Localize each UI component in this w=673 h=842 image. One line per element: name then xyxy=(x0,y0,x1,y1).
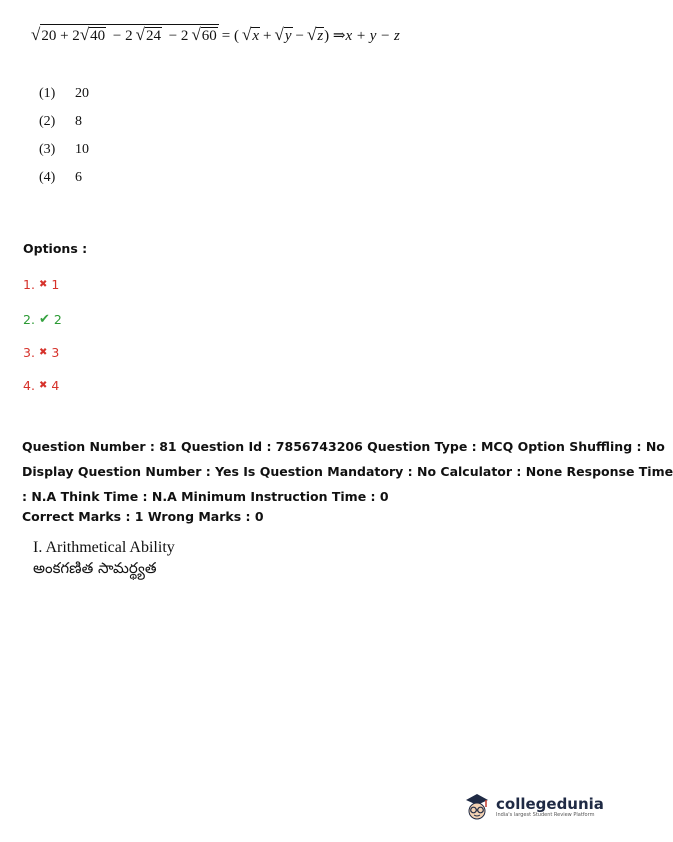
minus-sign: − xyxy=(295,28,304,44)
options-label: Options : xyxy=(23,241,88,256)
marks-info: Correct Marks : 1 Wrong Marks : 0 xyxy=(22,509,264,524)
target-expression: x + y − z xyxy=(345,28,400,44)
var-x: x xyxy=(252,28,260,44)
radicand-60: 60 xyxy=(201,28,217,44)
choice-item: (2) 8 xyxy=(39,114,82,129)
sqrt-outer: √ 20 + 2 √ 40 − 2 √ 24 − 2 √ 60 xyxy=(31,25,217,44)
choice-item: (1) 20 xyxy=(39,86,89,101)
option-2: 2. ✔ 2 xyxy=(23,312,62,327)
var-y: y xyxy=(284,28,292,44)
radicand-40: 40 xyxy=(90,28,106,44)
logo-name: collegedunia xyxy=(496,795,604,813)
answer-choices xyxy=(39,86,89,198)
collegedunia-logo xyxy=(462,790,604,824)
implies: ) ⇒ xyxy=(324,28,346,44)
option-4: 4. ✖ 4 xyxy=(23,378,60,393)
choice-item: (3) 10 xyxy=(39,142,89,157)
cross-icon: ✖ xyxy=(38,380,48,391)
radicand-part-1: 20 + 2 xyxy=(41,28,80,44)
check-icon: ✔ xyxy=(38,312,50,327)
section-heading xyxy=(33,538,175,578)
question-metadata xyxy=(22,434,673,509)
metadata-line-2: Display Question Number : Yes Is Question Mandatory : No Calculator : None Response Time xyxy=(22,464,673,479)
var-z: z xyxy=(317,28,324,44)
choice-item: (4) 6 xyxy=(39,170,82,185)
minus-term-2: − 2 xyxy=(168,28,189,44)
option-3: 3. ✖ 3 xyxy=(23,345,60,360)
mascot-icon xyxy=(462,790,492,824)
radicand-24: 24 xyxy=(145,28,161,44)
cross-icon: ✖ xyxy=(38,347,48,358)
section-title-telugu: అంకగణిత సామర్థ్యత xyxy=(33,559,157,577)
question-equation: √ 20 + 2 √ 40 − 2 √ 24 − 2 √ 60 = ( √ x + √ y − √ z ) ⇒ x + y − z xyxy=(31,25,400,44)
equals-open: = ( xyxy=(221,28,239,44)
plus-sign: + xyxy=(263,28,272,44)
minus-term-1: − 2 xyxy=(112,28,133,44)
section-title: I. Arithmetical Ability xyxy=(33,539,175,556)
logo-tagline: India's largest Student Review Platform xyxy=(496,812,595,818)
metadata-line-1: Question Number : 81 Question Id : 7856743206 Question Type : MCQ Option Shuffling : No xyxy=(22,439,665,454)
cross-icon: ✖ xyxy=(38,279,48,290)
metadata-line-3: : N.A Think Time : N.A Minimum Instruction Time : 0 xyxy=(22,489,389,504)
option-1: 1. ✖ 1 xyxy=(23,277,60,292)
